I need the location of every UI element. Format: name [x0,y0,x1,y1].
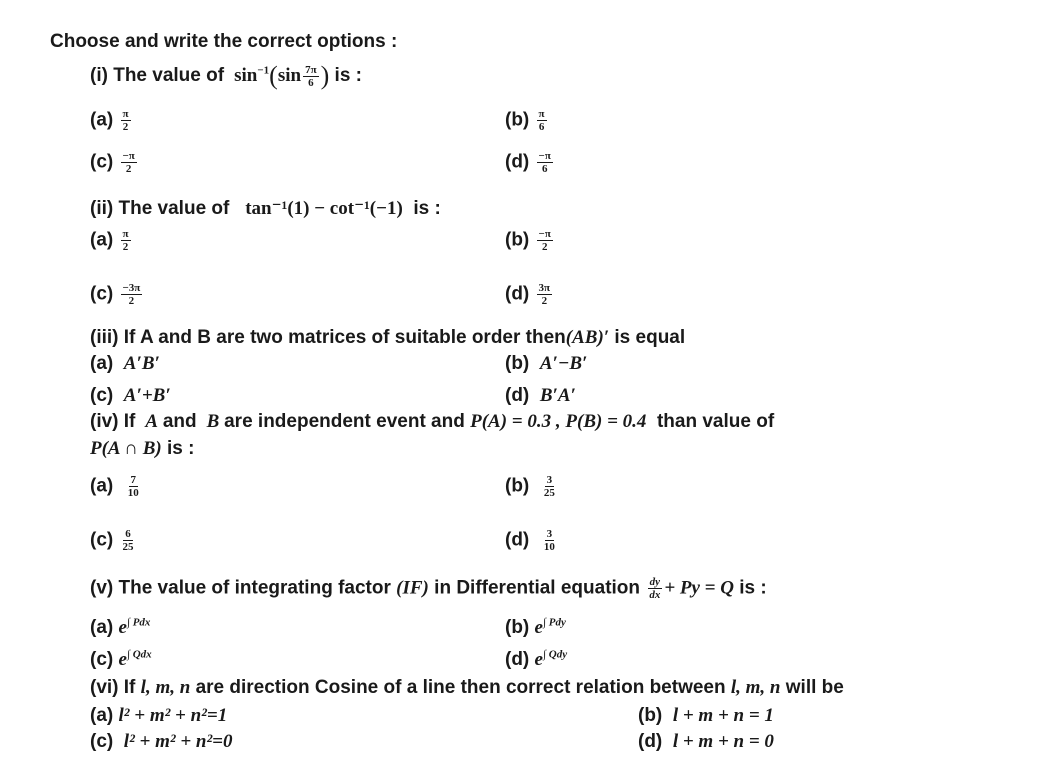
q6-option-c [90,730,233,754]
option-label: (a) [90,229,114,251]
option-label: (a) [90,617,114,638]
q3-option-a [90,352,160,376]
question-5 [90,576,767,601]
q3-option-b [505,352,587,376]
question-6 [90,676,844,700]
option-fraction: $\frac{\pi}{6}$ [538,108,545,133]
option-label: (a) [90,109,114,131]
option-label: (c) [90,385,114,406]
q6-option-d [638,730,774,754]
option-text: l² + m² + n²=0 [123,731,233,752]
question-5-mid: in Differential equation [434,577,641,599]
question-6-expression-2: l, m, n [730,677,781,698]
option-fraction: $\frac{-3\pi}{2}$ [122,282,141,307]
derivative-fraction: $\frac{dy}{dx}$ [649,576,661,601]
option-text: A′B′ [123,353,160,374]
option-exponent: ∫ Qdx [126,648,152,661]
option-label: (b) [505,353,530,374]
option-label: (c) [90,649,114,670]
q5-option-b [505,616,566,640]
q6-option-b [638,704,774,728]
option-fraction: $\frac{3}{10}$ [543,528,555,553]
question-4-line-2-suffix: is : [167,438,195,459]
question-2-suffix: is : [413,198,441,219]
question-5-expression-2: + Py = Q [664,577,734,599]
option-label: (d) [505,529,530,551]
q4-option-a [90,474,143,499]
question-6-prefix: (vi) If [90,677,136,698]
option-label: (c) [90,529,114,551]
option-text: l² + m² + n²=1 [118,705,228,726]
option-base: e [534,649,543,670]
question-3-expression: (AB)′ [565,327,610,348]
q5-option-c [90,648,152,672]
option-fraction: $\frac{6}{25}$ [122,528,134,553]
option-label: (a) [90,353,114,374]
question-4-line-2 [90,437,194,461]
q1-option-a [90,108,133,133]
question-4-suffix: than value of [656,411,775,432]
option-base: e [118,649,127,670]
option-label: (d) [638,731,663,752]
option-text: A′+B′ [123,385,171,406]
question-6-suffix: will be [785,677,844,698]
option-label: (d) [505,649,530,670]
option-label: (d) [505,385,530,406]
question-3-prefix: (iii) If A and B are two matrices of suitable order then [90,327,566,348]
option-label: (b) [505,109,530,131]
option-fraction: $\frac{7}{10}$ [127,474,139,499]
q6-option-a [90,704,227,728]
q3-option-d [505,384,576,408]
option-base: e [534,617,543,638]
option-fraction: $\frac{-\pi}{6}$ [538,150,551,175]
question-3 [90,326,685,350]
question-4-and: and [162,411,197,432]
option-base: e [118,617,127,638]
option-label: (b) [638,705,663,726]
q4-option-d [505,528,559,553]
option-label: (a) [90,475,114,497]
question-6-mid: are direction Cosine of a line then correct relation between [195,677,726,698]
option-text: B′A′ [539,385,576,406]
q4-option-c [90,528,138,553]
option-text: l + m + n = 1 [672,705,774,726]
option-exponent: ∫ Qdy [542,648,568,661]
option-label: (c) [90,283,114,305]
option-text: l + m + n = 0 [672,731,774,752]
question-1-suffix: is : [334,65,362,86]
option-fraction: $\frac{\pi}{2}$ [122,228,129,253]
heading: Choose and write the correct options : [50,31,398,52]
question-1 [90,61,362,90]
option-exponent: ∫ Pdx [126,616,151,629]
option-label: (d) [505,283,530,305]
q5-option-a [90,616,150,640]
question-3-suffix: is equal [614,327,686,348]
question-1-expression: $\sin^{-1}(\sin$ $\frac{7\pi}{6}$ ) [229,61,330,90]
question-5-expression: (IF) [396,577,429,599]
question-4-expression: P(A) = 0.3 , P(B) = 0.4 [470,411,647,432]
question-6-expression: l, m, n [140,677,191,698]
option-label: (b) [505,617,530,638]
question-4-prefix: (iv) If [90,411,136,432]
q2-option-b [505,228,555,253]
option-label: (d) [505,151,530,173]
q2-option-a [90,228,133,253]
question-2 [90,197,441,221]
option-label: (a) [90,705,114,726]
question-2-expression: tan⁻¹(1) − cot⁻¹(−1) [245,198,403,219]
option-fraction: $\frac{3}{25}$ [543,474,555,499]
question-5-prefix: (v) The value of integrating factor [90,577,391,599]
option-text: A′−B′ [539,353,588,374]
question-4-mid: are independent event and [224,411,465,432]
option-fraction: $\frac{3\pi}{2}$ [538,282,551,307]
option-exponent: ∫ Pdy [542,616,566,629]
question-1-prefix: (i) The value of [90,65,225,86]
q3-option-c [90,384,171,408]
q4-option-b [505,474,559,499]
question-4-line-2-expression: P(A ∩ B) [90,438,162,459]
question-5-suffix: is : [739,577,767,599]
option-label: (b) [505,475,530,497]
option-fraction: $\frac{\pi}{2}$ [122,108,129,133]
q1-option-b [505,108,549,133]
question-4: (iv) If A and B are independent event and P(A) = 0.3 , P(B) = 0.4 than value of [90,411,775,432]
option-label: (c) [90,731,114,752]
q1-option-c [90,150,139,175]
q1-option-d [505,150,555,175]
option-fraction: $\frac{-\pi}{2}$ [122,150,135,175]
q5-option-d [505,648,567,672]
q2-option-c [90,282,144,307]
question-2-prefix: (ii) The value of [90,198,230,219]
option-label: (c) [90,151,114,173]
option-fraction: $\frac{-\pi}{2}$ [538,228,551,253]
option-label: (b) [505,229,530,251]
q2-option-d [505,282,554,307]
